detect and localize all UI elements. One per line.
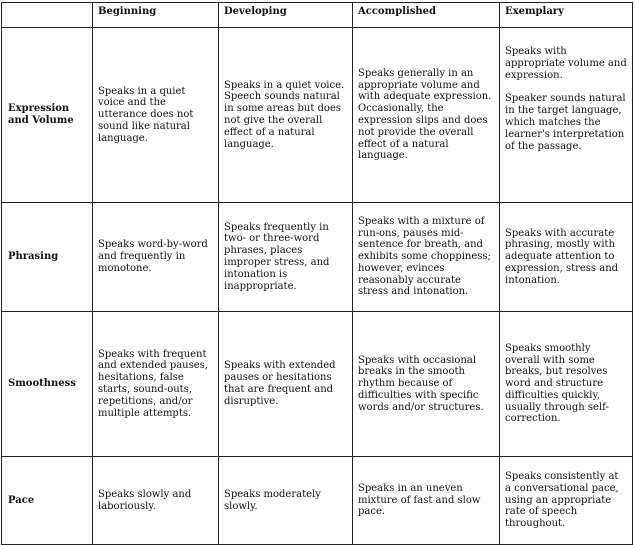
table-row (2, 28, 633, 203)
fluency-rubric-table (1, 2, 633, 545)
cell-text: Speaks with accurate phrasing, mostly with adequate attention to expression, stress and intonation. (505, 227, 619, 286)
corner-header-cell (2, 3, 93, 28)
header-accomplished: Accomplished (353, 3, 500, 28)
criterion-pace: Pace (2, 457, 93, 545)
cell-exemplary (500, 457, 633, 545)
cell-exemplary (500, 203, 633, 312)
cell-text: Speaks moderately slowly. (224, 488, 321, 512)
cell-developing (219, 312, 353, 457)
cell-text: Speaks in a quiet voice and the utterance does not sound like natural language. (98, 85, 194, 144)
cell-accomplished (353, 457, 500, 545)
cell-text: Speaks with frequent and extended pauses, hesitations, false starts, sound-outs, repetitions, and/or multiple attempts. (98, 348, 208, 419)
cell-beginning (93, 457, 219, 545)
cell-text: Speaks slowly and laboriously. (98, 488, 192, 512)
cell-text: Speaks with occasional breaks in the smooth rhythm because of difficulties with specific words and/or structures. (358, 354, 484, 413)
cell-developing (219, 28, 353, 203)
cell-accomplished (353, 28, 500, 203)
cell-text: Speaks generally in an appropriate volume and with adequate expression. Occasionally, the expression slips and does not provide the overall effect of a natural language. (358, 67, 492, 162)
table-row (2, 203, 633, 312)
header-exemplary: Exemplary (500, 3, 633, 28)
cell-text: Speaker sounds natural in the target language, which matches the learner's interpretation of the passage. (505, 93, 626, 152)
cell-beginning (93, 203, 219, 312)
cell-text: Speaks frequently in two- or three-word phrases, places improper stress, and intonation is inappropriate. (224, 221, 330, 292)
header-developing: Developing (219, 3, 353, 28)
cell-exemplary (500, 28, 633, 203)
cell-exemplary (500, 312, 633, 457)
criterion-expression-and-volume: Expression and Volume (2, 28, 93, 203)
cell-text: Speaks with extended pauses or hesitations that are frequent and disruptive. (224, 360, 336, 407)
cell-text: Speaks with appropriate volume and expression. (505, 46, 627, 81)
cell-beginning (93, 312, 219, 457)
cell-text: Speaks with a mixture of run-ons, pauses mid-sentence for breath, and exhibits some choppiness; however, evinces reasonably accurate stress and intonation. (358, 215, 491, 298)
cell-text: Speaks word-by-word and frequently in monotone. (98, 239, 208, 274)
cell-developing (219, 457, 353, 545)
cell-accomplished (353, 203, 500, 312)
cell-developing (219, 203, 353, 312)
cell-text: Speaks smoothly overall with some breaks, but resolves word and structure difficulties quickly, usually through self-correction. (505, 342, 609, 425)
criterion-phrasing: Phrasing (2, 203, 93, 312)
criterion-smoothness: Smoothness (2, 312, 93, 457)
cell-beginning (93, 28, 219, 203)
table-row (2, 312, 633, 457)
cell-text: Speaks consistently at a conversational pace, using an appropriate rate of speech throughout. (505, 471, 619, 530)
table-row (2, 457, 633, 545)
cell-text: Speaks in a quiet voice. Speech sounds natural in some areas but does not give the overall effect of a natural language. (224, 79, 345, 150)
cell-accomplished (353, 312, 500, 457)
header-row (2, 3, 633, 28)
header-beginning: Beginning (93, 3, 219, 28)
cell-text: Speaks in an uneven mixture of fast and slow pace. (358, 482, 481, 518)
